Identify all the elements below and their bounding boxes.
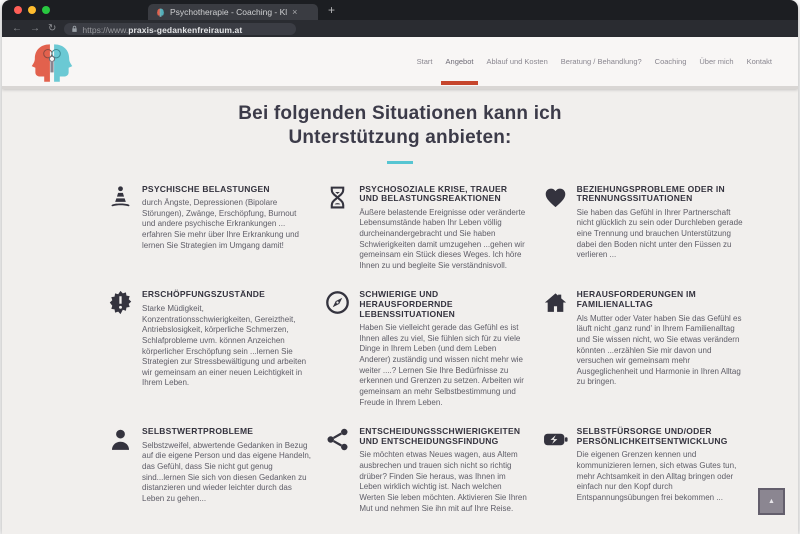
cards-grid xyxy=(108,185,746,515)
url-scheme: https://www. xyxy=(82,24,129,35)
service-card xyxy=(543,290,746,408)
card-text: Die eigenen Grenzen kennen und kommunizieren lernen, sich etwas Gutes tun, mehr Achtsamkeit in den Alltag bringen oder einfach nur den Kopf durch Entspannungsübungen frei bekommen ... xyxy=(576,450,737,502)
service-card xyxy=(108,185,311,272)
main-navigation xyxy=(417,57,772,66)
service-card xyxy=(325,427,528,514)
hourglass-icon xyxy=(325,185,350,210)
heart-icon xyxy=(543,185,568,210)
site-header xyxy=(2,37,798,89)
arrow-up-icon: ▲ xyxy=(768,498,775,505)
nav-item-ablauf-und-kosten[interactable]: Ablauf und Kosten xyxy=(486,57,548,66)
minimize-window-button[interactable] xyxy=(28,6,36,14)
new-tab-button[interactable]: + xyxy=(328,3,336,17)
accent-divider xyxy=(387,161,413,164)
service-card xyxy=(325,185,528,272)
nav-item-beratung-behandlung-[interactable]: Beratung / Behandlung? xyxy=(560,57,642,66)
scroll-top-button[interactable] xyxy=(758,488,785,515)
address-bar[interactable] xyxy=(64,23,296,35)
card-title: BEZIEHUNGSPROBLEME ODER IN TRENNUNGSSITUATIONEN xyxy=(576,183,725,204)
zoom-window-button[interactable] xyxy=(42,6,50,14)
card-title: ERSCHÖPFUNGSZUSTÄNDE xyxy=(142,289,266,300)
nav-item-über-mich[interactable]: Über mich xyxy=(699,57,734,66)
card-text: durch Ängste, Depressionen (Bipolare Störungen), Zwänge, Erschöpfung, Burnout und andere psychische Erkrankungen ... erfahren Sie mehr über Ihre Erkrankung und lernen Sie Strategien im Umgang damit! xyxy=(142,198,299,250)
page-title: Bei folgenden Situationen kann ich Unterstützung anbieten: xyxy=(238,103,562,148)
compass-icon xyxy=(325,290,350,315)
battery-recharge-icon xyxy=(543,427,568,452)
card-text: Selbstzweifel, abwertende Gedanken in Bezug auf die eigene Person und das eigene Handeln, das Gefühl, dass Sie nicht gut genug sind...lernen Sie sich von diesen Gedanken zu distanzieren und wieder leichter durch das Leben zu gehen... xyxy=(142,440,312,503)
card-text: Sie haben das Gefühl in Ihrer Partnerschaft nicht glücklich zu sein oder Durchleben gerade eine Trennung und brauchen Unterstützung dabei den Boden nicht unter den Füssen zu verlieren ... xyxy=(576,207,743,260)
service-card xyxy=(108,427,311,514)
nav-item-kontakt[interactable]: Kontakt xyxy=(746,57,772,66)
card-text: Starke Müdigkeit, Konzentrationsschwierigkeiten, Gereiztheit, Antriebslosigkeit, körperliche Schmerzen, Schlafprobleme uvm. können Anzeichen körperlicher Erschöpfung sein ...lernen Sie Strategien zur Stressbewältigung und arbeiten wir gemeinsam an einer neuen Leichtigkeit in Ihrem Leben. xyxy=(142,304,307,388)
card-title: ENTSCHEIDUNGSSCHWIERIGKEITEN UND ENTSCHEIDUNGSFINDUNG xyxy=(359,426,521,446)
card-text: Haben Sie vielleicht gerade das Gefühl es ist Ihnen alles zu viel, Sie fühlen sich für zu viele Dinge in Ihrem Leben (und dem Leben Anderer) zuständig und wissen nicht mehr wie weiter ....? Lernen Sie Ihre Bedürfnisse zu erkennen und Grenzen zu setzen. Arbeiten wir gemeinsam an mehr Selbstbestimmung und Freude in Ihrem Leben. xyxy=(359,323,524,407)
tab-title: Psychotherapie - Coaching - Kl xyxy=(170,7,288,17)
window-controls xyxy=(14,6,50,14)
back-icon[interactable]: ← xyxy=(12,22,22,34)
tab-close-icon[interactable]: × xyxy=(292,6,298,17)
service-card xyxy=(325,290,528,408)
house-icon xyxy=(543,290,568,315)
url-domain: praxis-gedankenfreiraum.at xyxy=(128,24,243,35)
browser-tab[interactable] xyxy=(148,4,318,20)
tab-strip xyxy=(2,0,798,20)
card-title: PSYCHISCHE BELASTUNGEN xyxy=(142,183,270,194)
card-text: Sie möchten etwas Neues wagen, aus Altem ausbrechen und trauen sich nicht so richtig drüber? Finden Sie heraus, was Ihnen im Leben wirklich wichtig ist. Nach welchen Werten Sie leben möchten. Aktivieren Sie Ihren Mut und nehmen Sie ihn mit auf Ihre Reise. xyxy=(359,450,527,513)
page-content xyxy=(2,89,798,534)
cone-burden-icon xyxy=(108,185,133,210)
reload-icon[interactable]: ↻ xyxy=(48,22,57,34)
card-title: SCHWIERIGE UND HERAUSFORDERNDE LEBENSSITUATIONEN xyxy=(359,289,456,319)
card-title: HERAUSFORDERUNGEN IM FAMILIENALLTAG xyxy=(576,289,696,310)
site-favicon xyxy=(156,8,165,17)
service-card xyxy=(543,427,746,514)
praxis-logo[interactable] xyxy=(26,40,78,84)
lock-icon xyxy=(71,25,78,33)
service-card xyxy=(108,290,311,408)
card-title: PSYCHOSOZIALE KRISE, TRAUER UND BELASTUNGSREAKTIONEN xyxy=(359,183,508,204)
nav-item-start[interactable]: Start xyxy=(416,57,433,66)
close-window-button[interactable] xyxy=(14,6,22,14)
burst-exclamation-icon xyxy=(108,290,133,315)
card-title: SELBSTFÜRSORGE UND/ODER PERSÖNLICHKEITSENTWICKLUNG xyxy=(576,426,728,446)
person-icon xyxy=(108,427,133,452)
service-card xyxy=(543,185,746,272)
browser-toolbar xyxy=(2,20,798,37)
card-text: Äußere belastende Ereignisse oder veränderte Lebensumstände haben Ihr Leben völlig durcheinandergebracht und Sie haben Schwierigkeiten damit umzugehen ...gehen wir gemeinsam ein Stück dieses Weges. Ich höre Ihnen zu und begleite Sie verständnisvoll. xyxy=(359,207,526,270)
nav-item-angebot[interactable]: Angebot xyxy=(445,57,474,66)
nav-item-coaching[interactable]: Coaching xyxy=(654,57,687,66)
card-text: Als Mutter oder Vater haben Sie das Gefühl es läuft nicht ‚ganz rund' in Ihrem Familienalltag und Sie wissen nicht, wo Sie etwas verändern könnten ...erzählen Sie mir davon und versuchen wir gemeinsam mehr Ausgeglichenheit und Harmonie in Ihren Alltag zu bringen. xyxy=(576,313,742,387)
card-title: SELBSTWERTPROBLEME xyxy=(142,426,254,437)
browser-window xyxy=(2,0,798,534)
forward-icon[interactable]: → xyxy=(30,22,40,34)
share-icon xyxy=(325,427,350,452)
